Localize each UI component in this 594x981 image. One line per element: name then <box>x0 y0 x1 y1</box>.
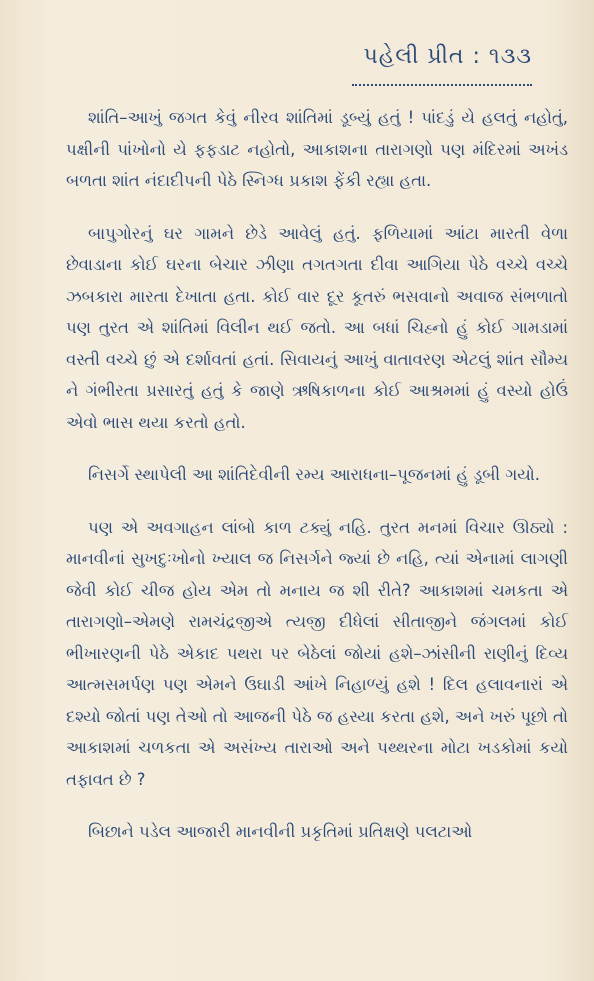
paragraph: નિસર્ગે સ્થાપેલી આ શાંતિદેવીની રમ્ય આરાધના–પૂજનમાં હું ડૂબી ગયો. <box>88 465 540 484</box>
running-title: પહેલી પ્રીત : ૧૩૩ <box>363 44 532 69</box>
paragraph: બાપુગોરનું ઘર ગામને છેડે આવેલું હતું. ફળિયામાં આંટા મારતી વેળા છેવાડાના કોઈ ઘરના બેચાર ઝીણા તગતગતા દીવા આગિયા પેઠે વચ્ચે વચ્ચે ઝબકારા મારતા દેખાતા હતા. કોઈ વાર દૂર કૂતરું ભસવાનો અવાજ સંભળાતો પણ તુરત એ શાંતિમાં વિલીન થઈ જતો. આ બધાં ચિહ્નો હું કોઈ ગામડામાં વસ્તી વચ્ચે છું એ દર્શાવતાં હતાં. સિવાયનું આખું વાતાવરણ એટલું શાંત સૌમ્ય ને ગંભીરતા પ્રસારતું હતું કે જાણે ઋષિકાળના કોઈ આશ્રમમાં હું વસ્યો હોઉં એવો ભાસ થયા કરતો હતો. <box>66 223 568 432</box>
page-header <box>364 44 532 69</box>
paragraph: શાંતિ–આખું જગત કેવું નીરવ શાંતિમાં ડૂબ્યું હતું ! પાંદડું યે હલતું નહોતું, પક્ષીની પાંખોનો યે ફફડાટ નહોતો, આકાશના તારાગણો પણ મંદિરમાં અખંડ બળતા શાંત નંદાદીપની પેઠે સ્નિગ્ધ પ્રકાશ ફેંકી રહ્યા હતા. <box>66 108 568 190</box>
page-body <box>66 102 568 848</box>
paragraph: બિછાને પડેલ આજારી માનવીની પ્રકૃતિમાં પ્રતિક્ષણે પલટાઓ <box>88 822 473 841</box>
header-dotted-rule <box>352 84 532 86</box>
paragraph: પણ એ અવગાહન લાંબો કાળ ટક્યું નહિ. તુરત મનમાં વિચાર ઊઠ્યો : માનવીનાં સુખદુઃખોનો ખ્યાલ જ નિસર્ગને જ્યાં છે નહિ, ત્યાં એનામાં લાગણી જેવી કોઈ ચીજ હોય એમ તો મનાય જ શી રીતે? આકાશમાં ચમકતા એ તારાગણો–એમણે રામચંદ્રજીએ ત્યજી દીધેલાં સીતાજીને જંગલમાં કોઈ ભીખારણની પેઠે એકાદ પથરા પર બેઠેલાં જોયાં હશે–ઝાંસીની રાણીનું દિવ્ય આત્મસમર્પણ પણ એમને ઉઘાડી આંખે નિહાળ્યું હશે ! દિલ હલાવનારાં એ દશ્યો જોતાં પણ તેઓ તો આજની પેઠે જ હસ્યા કરતા હશે, અને ખરું પૂછો તો આકાશમાં ચળકતા એ અસંખ્ય તારાઓ અને પથ્થરના મોટા ખડકોમાં કયો તફાવત છે ? <box>66 517 568 789</box>
